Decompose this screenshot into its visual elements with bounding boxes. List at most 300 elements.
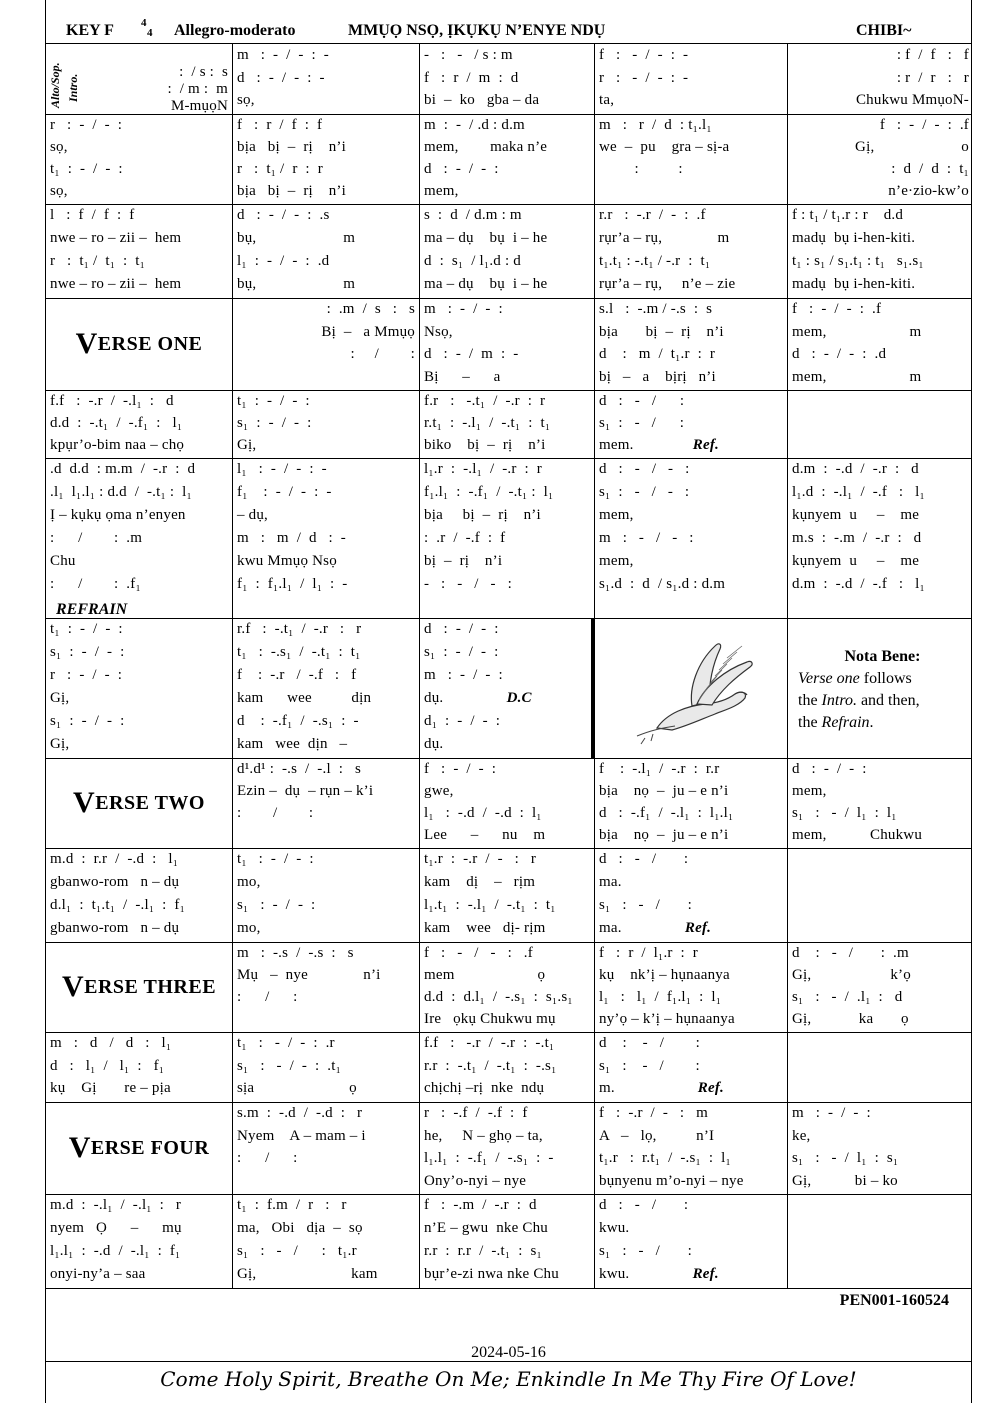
score-row bbox=[46, 44, 971, 115]
solfa-line: Gị, o bbox=[855, 139, 969, 155]
solfa-line: chịchị –rị nke ndụ bbox=[424, 1080, 545, 1097]
solfa-line: : r / r : r bbox=[896, 69, 969, 86]
score-date: 2024-05-16 bbox=[471, 1344, 546, 1361]
solfa-line: : .r / -.f : f bbox=[424, 530, 506, 546]
solfa-line: Chukwu MmụoN- bbox=[855, 92, 969, 109]
solfa-line: sịa ọ bbox=[237, 1080, 357, 1097]
solfa-line: mem, bbox=[424, 183, 459, 199]
solfa-line: mem, bbox=[792, 783, 827, 799]
nota-italic: Refrain bbox=[821, 714, 870, 731]
verse-initial: V bbox=[75, 327, 98, 360]
solfa-line: l₁ : -.d / -.d : l₁ bbox=[424, 805, 542, 821]
solfa-line: d : - / : .m bbox=[792, 945, 909, 961]
verse-heading bbox=[46, 298, 232, 390]
nota-bene-line bbox=[798, 668, 967, 690]
solfa-line: bụr’e-zi nwa nke Chu bbox=[424, 1266, 559, 1282]
solfa-line: m : -.s / -.s : s bbox=[237, 945, 354, 961]
solfa-line: f₁ : f₁.l₁ / l₁ : - bbox=[237, 576, 348, 592]
measure-cell bbox=[420, 618, 595, 758]
measure-cell bbox=[788, 1032, 973, 1102]
tempo-marking: Allegro-moderato bbox=[174, 22, 296, 39]
song-title: MMỤỌ NSỌ, ỊKỤKỤ N’ENYE NDỤ bbox=[348, 22, 606, 39]
solfa-line: mem, m bbox=[792, 323, 922, 340]
solfa-line: kụnyem u – me bbox=[792, 507, 920, 523]
solfa-line: bịa bị – rị n’i bbox=[237, 139, 346, 155]
measure-cell bbox=[420, 458, 595, 618]
solfa-line bbox=[237, 1170, 415, 1193]
solfa-line: bị – a bịrị n’i bbox=[599, 368, 716, 385]
solfa-line: m : - / - : - bbox=[237, 47, 329, 63]
solfa-line: d : - / - : .d bbox=[792, 346, 887, 362]
solfa-line: sọ, bbox=[50, 139, 68, 155]
nota-text: and then, bbox=[856, 692, 920, 709]
measure-cell bbox=[233, 390, 420, 458]
solfa-line bbox=[792, 412, 969, 435]
measure-cell bbox=[233, 44, 420, 114]
score-row bbox=[46, 848, 971, 943]
measure-cell bbox=[420, 1102, 595, 1194]
solfa-line: : / : .m bbox=[50, 530, 143, 546]
dove-feather bbox=[719, 658, 732, 670]
measure-cell bbox=[420, 298, 595, 390]
measure-cell bbox=[595, 458, 788, 618]
solfa-line: n’E – gwu nke Chu bbox=[424, 1220, 549, 1236]
solfa-line: m.s : -.m / -.r : d bbox=[792, 530, 922, 546]
measure-cell bbox=[595, 1102, 788, 1194]
solfa-line bbox=[792, 390, 969, 413]
verse-initial: V bbox=[61, 970, 85, 1003]
measure-cell bbox=[788, 44, 973, 114]
solfa-line: r : t₁ / r : r bbox=[237, 161, 323, 177]
repeat-marker: Ref. bbox=[692, 1266, 719, 1282]
repeat-marker: Ref. bbox=[697, 1080, 724, 1097]
solfa-line: f : r / l₁.r : r bbox=[599, 945, 698, 961]
solfa-line: Gị, kam bbox=[237, 1266, 378, 1282]
solfa-line bbox=[599, 180, 783, 203]
solfa-line: biko bị – rị n’i bbox=[424, 437, 546, 453]
measure-cell bbox=[788, 298, 973, 390]
score-row bbox=[46, 1032, 971, 1103]
measure-cell bbox=[420, 114, 595, 204]
solfa-line: gbanwo-rom n – dụ bbox=[50, 874, 180, 890]
solfa-line: bi – ko gba – da bbox=[424, 92, 540, 109]
solfa-line: : : bbox=[599, 161, 683, 177]
solfa-line: t₁ : - / - : bbox=[237, 393, 310, 409]
solfa-line: f : -.r / - : m bbox=[599, 1105, 708, 1121]
measure-cell bbox=[595, 114, 788, 204]
solfa-line bbox=[237, 824, 415, 847]
solfa-line: ma. bbox=[599, 874, 622, 890]
solfa-line: s₁ : - / : bbox=[599, 1057, 700, 1074]
solfa-line: f : - / - : bbox=[424, 761, 497, 777]
score-row bbox=[46, 942, 971, 1033]
solfa-line: nwe – ro – zii – hem bbox=[50, 276, 182, 292]
solfa-line: kpụr’o-bim naa – chọ bbox=[50, 437, 185, 453]
composer-name: CHIBI~ bbox=[856, 22, 912, 39]
solfa-line: r : - / - : bbox=[50, 117, 123, 133]
nota-bene-line bbox=[798, 712, 967, 734]
measure-cell bbox=[233, 298, 420, 390]
solfa-line: s₁ : - / - : bbox=[50, 644, 125, 660]
measure-cell bbox=[46, 44, 233, 114]
solfa-line: Ony’o-nyi – nye bbox=[424, 1172, 527, 1189]
solfa-line: ke, bbox=[792, 1127, 811, 1144]
score-row bbox=[46, 298, 971, 391]
solfa-line: d : - / : bbox=[599, 851, 689, 867]
measure-cell bbox=[46, 390, 233, 458]
measure-cell bbox=[595, 1194, 788, 1288]
measure-cell bbox=[420, 44, 595, 114]
solfa-line: Gị, bbox=[50, 690, 70, 706]
solfa-line: .d d.d : m.m / -.r : d bbox=[50, 461, 196, 477]
solfa-line: d : - / : bbox=[599, 393, 685, 409]
solfa-line: madụ bụ i-hen-kiti. bbox=[792, 230, 916, 246]
solfa-line: f.f : -.r / -.l₁ : d bbox=[50, 393, 174, 409]
solfa-line: : / : bbox=[237, 989, 298, 1005]
solfa-line: r.r : -.t₁ / -.t₁ : -.s₁ bbox=[424, 1057, 557, 1074]
nota-text: follows bbox=[859, 670, 912, 687]
solfa-line: s₁ : - / : bbox=[599, 897, 692, 913]
solfa-line: mem ọ bbox=[424, 967, 546, 983]
measure-cell bbox=[595, 390, 788, 458]
solfa-line: d.d : d.l₁ / -.s₁ : s₁.s₁ bbox=[424, 989, 573, 1005]
solfa-line: l₁.l₁ : -.f₁ / -.s₁ : - bbox=[424, 1150, 554, 1166]
solfa-line: Nsọ, bbox=[424, 323, 453, 340]
measure-cell bbox=[788, 942, 973, 1032]
nota-text: the bbox=[798, 714, 822, 731]
solfa-line: M-mụọN bbox=[170, 98, 228, 114]
solfa-line: d.m : -.d / -.f : l₁ bbox=[792, 576, 925, 592]
measure-cell bbox=[46, 204, 233, 298]
solfa-line: f.f : -.r / -.r : -.t₁ bbox=[424, 1035, 555, 1051]
solfa-line: f : r / m : d bbox=[424, 69, 519, 86]
solfa-line: d¹.d¹ : -.s / -.l : s bbox=[237, 761, 361, 777]
measure-cell bbox=[233, 848, 420, 942]
solfa-line: ny’ọ – k’ị – hụnaanya bbox=[599, 1011, 735, 1027]
solfa-line: bụ, m bbox=[237, 276, 356, 292]
measure-cell bbox=[233, 458, 420, 618]
solfa-line: Ị – kụkụ ọma n’enyen bbox=[50, 507, 186, 523]
solfa-line: d : - / - : bbox=[792, 761, 867, 777]
solfa-line: f : - / - : .f bbox=[792, 301, 882, 317]
solfa-line: Bị – a bbox=[424, 368, 501, 385]
solfa-line: : .m / s : s bbox=[326, 301, 415, 317]
solfa-line: Gị, k’ọ bbox=[792, 967, 911, 983]
solfa-line: kam wee dị- rịm bbox=[424, 920, 546, 936]
measure-cell bbox=[788, 1102, 973, 1194]
section-label: Intro. bbox=[66, 73, 80, 102]
solfa-line: f : r / f : f bbox=[237, 117, 323, 133]
solfa-line: kụ nk’ị – hụnaanya bbox=[599, 967, 730, 983]
solfa-line: s₁ : - / : t₁.r bbox=[237, 1243, 357, 1259]
score-row bbox=[46, 390, 971, 459]
measure-cell bbox=[420, 848, 595, 942]
solfa-line: l₁.l₁ : -.d / -.l₁ : f₁ bbox=[50, 1243, 181, 1259]
solfa-line: kwu. Ref. bbox=[599, 1266, 719, 1282]
solfa-line: s₁ : - / - : bbox=[599, 484, 690, 500]
solfa-line: t₁ : -.s₁ / -.t₁ : t₁ bbox=[237, 644, 361, 660]
solfa-line: : / : .f₁ bbox=[50, 576, 141, 592]
solfa-line: Nyem A – mam – i bbox=[237, 1127, 366, 1144]
solfa-line: f : - / - : .f bbox=[879, 117, 969, 133]
measure-cell bbox=[595, 618, 788, 758]
verse-label-cell bbox=[46, 942, 233, 1032]
solfa-line bbox=[792, 1240, 969, 1263]
solfa-line: bịa nọ – ju – e n’i bbox=[599, 783, 729, 799]
nota-text: . bbox=[869, 714, 874, 731]
measure-cell bbox=[420, 942, 595, 1032]
solfa-line bbox=[792, 917, 969, 940]
solfa-line: r : t₁ / t₁ : t₁ bbox=[50, 253, 146, 269]
solfa-line: s₁ : - / - : .t₁ bbox=[237, 1057, 342, 1074]
solfa-line: bụ, m bbox=[237, 230, 356, 246]
solfa-line: m : - / .d : d.m bbox=[424, 117, 525, 133]
solfa-line: f.r : -.t₁ / -.r : r bbox=[424, 393, 546, 409]
measure-cell bbox=[595, 1032, 788, 1102]
measure-cell bbox=[788, 390, 973, 458]
solfa-line bbox=[792, 1077, 969, 1100]
measure-cell bbox=[788, 114, 973, 204]
voice-label: Alto/Sop. bbox=[48, 62, 62, 108]
solfa-line: f : - / - : - bbox=[599, 47, 689, 63]
measure-cell bbox=[46, 458, 233, 618]
verse-heading bbox=[46, 942, 232, 1032]
score-header bbox=[46, 17, 971, 44]
solfa-line: d.d : -.t₁ / -.f₁ : l₁ bbox=[50, 415, 183, 431]
solfa-line: mem, Chukwu bbox=[792, 827, 923, 843]
solfa-line: r.f : -.t₁ / -.r : r bbox=[237, 621, 362, 637]
solfa-line: s₁ : - / .l₁ : d bbox=[792, 989, 903, 1005]
measure-cell bbox=[46, 1194, 233, 1288]
solfa-line: kam wee dịn bbox=[237, 690, 372, 706]
nota-bene-note bbox=[798, 646, 967, 734]
verse-label-cell bbox=[46, 758, 233, 848]
solfa-line: l : f / f : f bbox=[50, 207, 135, 223]
solfa-line: m. Ref. bbox=[599, 1080, 724, 1097]
solfa-line: Ezin – dụ – rụn – k’i bbox=[237, 783, 374, 799]
solfa-line: Ire ọkụ Chukwu mụ bbox=[424, 1011, 556, 1027]
verse-title: ERSE TWO bbox=[95, 791, 205, 814]
solfa-line: l₁.t₁ : -.l₁ / -.t₁ : t₁ bbox=[424, 897, 556, 913]
solfa-line: nwe – ro – zii – hem bbox=[50, 230, 182, 246]
key-signature: KEY F bbox=[66, 22, 114, 39]
verse-title: ERSE ONE bbox=[97, 332, 203, 355]
solfa-line: d : l₁ / l₁ : f₁ bbox=[50, 1057, 165, 1074]
solfa-line: rụr’a – rụ, n’e – zie bbox=[599, 276, 736, 292]
measure-cell bbox=[46, 114, 233, 204]
measure-cell bbox=[788, 204, 973, 298]
solfa-line: .l₁ l₁.l₁ : d.d / -.t₁ : l₁ bbox=[50, 484, 192, 500]
solfa-line: f₁ : - / - : - bbox=[237, 484, 332, 500]
solfa-line: l₁ : - / - : - bbox=[237, 461, 327, 477]
solfa-line: bịa bị – rị n’i bbox=[237, 183, 346, 199]
solfa-line: d : - / : bbox=[599, 1197, 689, 1213]
solfa-line: d : - / - : bbox=[599, 461, 690, 477]
verse-label-cell bbox=[46, 298, 233, 390]
solfa-line bbox=[792, 848, 969, 871]
solfa-line: d.l₁ : t₁.t₁ / -.l₁ : f₁ bbox=[50, 897, 186, 913]
solfa-line: s₁ : - / - : bbox=[50, 713, 125, 729]
solfa-line bbox=[792, 894, 969, 917]
solfa-line bbox=[792, 1032, 969, 1055]
footer-rule bbox=[46, 1361, 971, 1362]
solfa-line: m : - / - : bbox=[424, 301, 503, 317]
solfa-line: bịa nọ – ju – e n’i bbox=[599, 827, 729, 843]
solfa-line: l₁ : - / - : .d bbox=[237, 253, 330, 269]
solfa-line: s₁ : - / - : bbox=[237, 897, 316, 913]
solfa-line: mem, m bbox=[792, 368, 922, 385]
solfa-line: madụ bụ i-hen-kiti. bbox=[792, 276, 916, 292]
solfa-line: - : - / s : m bbox=[424, 47, 513, 63]
solfa-line: r : -.f / -.f : f bbox=[424, 1105, 528, 1121]
solfa-line: r.r : r.r / -.t₁ : s₁ bbox=[424, 1243, 542, 1259]
repeat-marker: Ref. bbox=[692, 437, 720, 453]
score-row bbox=[46, 204, 971, 299]
solfa-line: dụ. D.C bbox=[424, 690, 532, 706]
solfa-line: mem. Ref. bbox=[599, 437, 720, 453]
solfa-line: ma – dụ bụ i – he bbox=[424, 230, 548, 246]
solfa-line: t₁ : f.m / r : r bbox=[237, 1197, 347, 1213]
solfa-line: kwu. bbox=[599, 1220, 630, 1236]
solfa-line: m : - / - : bbox=[599, 530, 694, 546]
score-row bbox=[46, 758, 971, 849]
footer-motto: Come Holy Spirit, Breathe On Me; Enkindle In Me Thy Fire Of Love! bbox=[160, 1367, 857, 1391]
solfa-line: bịa bị – rị n’i bbox=[424, 507, 541, 523]
solfa-line: f : -.m / -.r : d bbox=[424, 1197, 537, 1213]
solfa-line: r.r : -.r / - : .f bbox=[599, 207, 706, 223]
score-page bbox=[45, 0, 972, 1403]
solfa-line: sọ, bbox=[237, 92, 255, 109]
dove-feather bbox=[723, 652, 737, 664]
score-row bbox=[46, 1194, 971, 1289]
solfa-line: f : - / - : .f bbox=[424, 945, 533, 961]
solfa-line: - : - / - : bbox=[424, 576, 512, 592]
solfa-line: kam dị – rịm bbox=[424, 874, 536, 890]
solfa-line: rụr’a – rụ, m bbox=[599, 230, 730, 246]
solfa-line: f : -.r / -.f : f bbox=[237, 667, 357, 683]
solfa-line: m : d / d : l₁ bbox=[50, 1035, 172, 1051]
solfa-line: bịa bị – rị n’i bbox=[599, 323, 724, 340]
solfa-line: mo, bbox=[237, 920, 261, 936]
solfa-line bbox=[792, 1217, 969, 1240]
solfa-line: Bị – a Mmụọ bbox=[321, 323, 415, 340]
solfa-line: Gị, bbox=[237, 437, 257, 453]
verse-title: ERSE THREE bbox=[84, 975, 217, 998]
refrain-label: REFRAIN bbox=[56, 601, 128, 618]
solfa-line: ta, bbox=[599, 92, 615, 109]
solfa-line: f₁.l₁ : -.f₁ / -.t₁ : l₁ bbox=[424, 484, 554, 500]
solfa-line: : / : bbox=[237, 1150, 298, 1166]
solfa-line: gwe, bbox=[424, 783, 454, 799]
solfa-line: – dụ, bbox=[237, 507, 268, 523]
solfa-line: : d / d : t₁ bbox=[891, 161, 969, 177]
measure-cell bbox=[233, 1032, 420, 1102]
nota-bene-line bbox=[798, 690, 967, 712]
solfa-line bbox=[237, 366, 415, 389]
solfa-line: mem, maka n’e bbox=[424, 139, 548, 155]
measure-cell bbox=[233, 204, 420, 298]
solfa-line: d.m : -.d / -.r : d bbox=[792, 461, 919, 477]
solfa-line: : / : bbox=[350, 346, 415, 362]
solfa-line bbox=[792, 1194, 969, 1217]
solfa-line: s₁ : - / : bbox=[599, 415, 685, 431]
solfa-line: : f / f : f bbox=[896, 47, 969, 63]
solfa-line: Lee – nu m bbox=[424, 827, 546, 843]
solfa-line: d : m / t₁.r : r bbox=[599, 346, 716, 362]
measure-cell bbox=[595, 204, 788, 298]
solfa-line: m : m / d : - bbox=[237, 530, 346, 546]
solfa-line: bụnyenu m’o-nyi – nye bbox=[599, 1172, 744, 1189]
solfa-line: s : d / d.m : m bbox=[424, 207, 522, 223]
measure-cell bbox=[595, 44, 788, 114]
verse-heading bbox=[46, 1102, 232, 1194]
solfa-line: d : - / m : - bbox=[424, 346, 519, 362]
measure-cell bbox=[46, 618, 233, 758]
solfa-line: Gị, ka ọ bbox=[792, 1011, 909, 1027]
score-code: PEN001-160524 bbox=[839, 1292, 949, 1309]
solfa-line: onyi-ny’a – saa bbox=[50, 1266, 146, 1282]
solfa-line bbox=[792, 1055, 969, 1078]
solfa-line: m : - / - : bbox=[424, 667, 503, 683]
solfa-line: t₁.t₁ : -.t₁ / -.r : t₁ bbox=[599, 253, 711, 269]
measure-cell bbox=[595, 758, 788, 848]
solfa-line: d : s₁ / l₁.d : d bbox=[424, 253, 521, 269]
solfa-line: mem, bbox=[599, 507, 634, 523]
measure-cell bbox=[788, 848, 973, 942]
verse-heading bbox=[46, 758, 232, 848]
solfa-line: t₁ : - / - : bbox=[50, 621, 123, 637]
solfa-line: f : t₁ / t₁.r : r d.d bbox=[792, 207, 904, 223]
solfa-line: ma, Obi dịa – sọ bbox=[237, 1220, 363, 1236]
time-signature-top: 4 bbox=[141, 17, 147, 29]
solfa-line: kam wee dịn – bbox=[237, 736, 348, 752]
solfa-line: we – pu gra – sị-a bbox=[599, 139, 730, 155]
solfa-line: dụ. bbox=[424, 736, 444, 752]
solfa-line: kwu Mmụọ Nsọ bbox=[237, 553, 337, 569]
solfa-line: Gị, bbox=[50, 736, 70, 752]
solfa-line: s.m : -.d / -.d : r bbox=[237, 1105, 363, 1121]
solfa-line: ma – dụ bụ i – he bbox=[424, 276, 548, 292]
measure-cell bbox=[788, 758, 973, 848]
measure-cell bbox=[420, 204, 595, 298]
solfa-line: r.t₁ : -.l₁ / -.t₁ : t₁ bbox=[424, 415, 551, 431]
measure-cell bbox=[46, 1032, 233, 1102]
solfa-line: t₁ : s₁ / s₁.t₁ : t₁ s₁.s₁ bbox=[792, 253, 924, 269]
solfa-line bbox=[237, 1008, 415, 1031]
measure-cell bbox=[46, 848, 233, 942]
measure-cell bbox=[233, 942, 420, 1032]
solfa-line: nyem Ọ – mụ bbox=[50, 1220, 182, 1236]
dove-illustration bbox=[597, 618, 787, 758]
score-row bbox=[46, 618, 971, 759]
solfa-line: A – lọ, n’I bbox=[599, 1127, 715, 1144]
solfa-line: mo, bbox=[237, 874, 261, 890]
solfa-line: s₁ : - / - : bbox=[424, 644, 499, 660]
solfa-line: bị – rị n’i bbox=[424, 553, 503, 569]
measure-cell bbox=[788, 618, 973, 758]
solfa-line: kụ Gị re – pịa bbox=[50, 1080, 171, 1097]
solfa-line: m.d : r.r / -.d : l₁ bbox=[50, 851, 179, 867]
solfa-line: r : - / - : bbox=[50, 667, 123, 683]
solfa-line: t₁ : - / - : .r bbox=[237, 1035, 335, 1051]
nota-bene-title: Nota Bene: bbox=[844, 648, 921, 665]
solfa-line: d : - / - : .s bbox=[237, 207, 330, 223]
repeat-marker: Ref. bbox=[684, 920, 712, 936]
solfa-line: t₁ : - / - : bbox=[50, 161, 123, 177]
solfa-line bbox=[792, 1263, 969, 1286]
solfa-line: kụnyem u – me bbox=[792, 553, 920, 569]
solfa-line: : / s : s bbox=[179, 64, 228, 80]
